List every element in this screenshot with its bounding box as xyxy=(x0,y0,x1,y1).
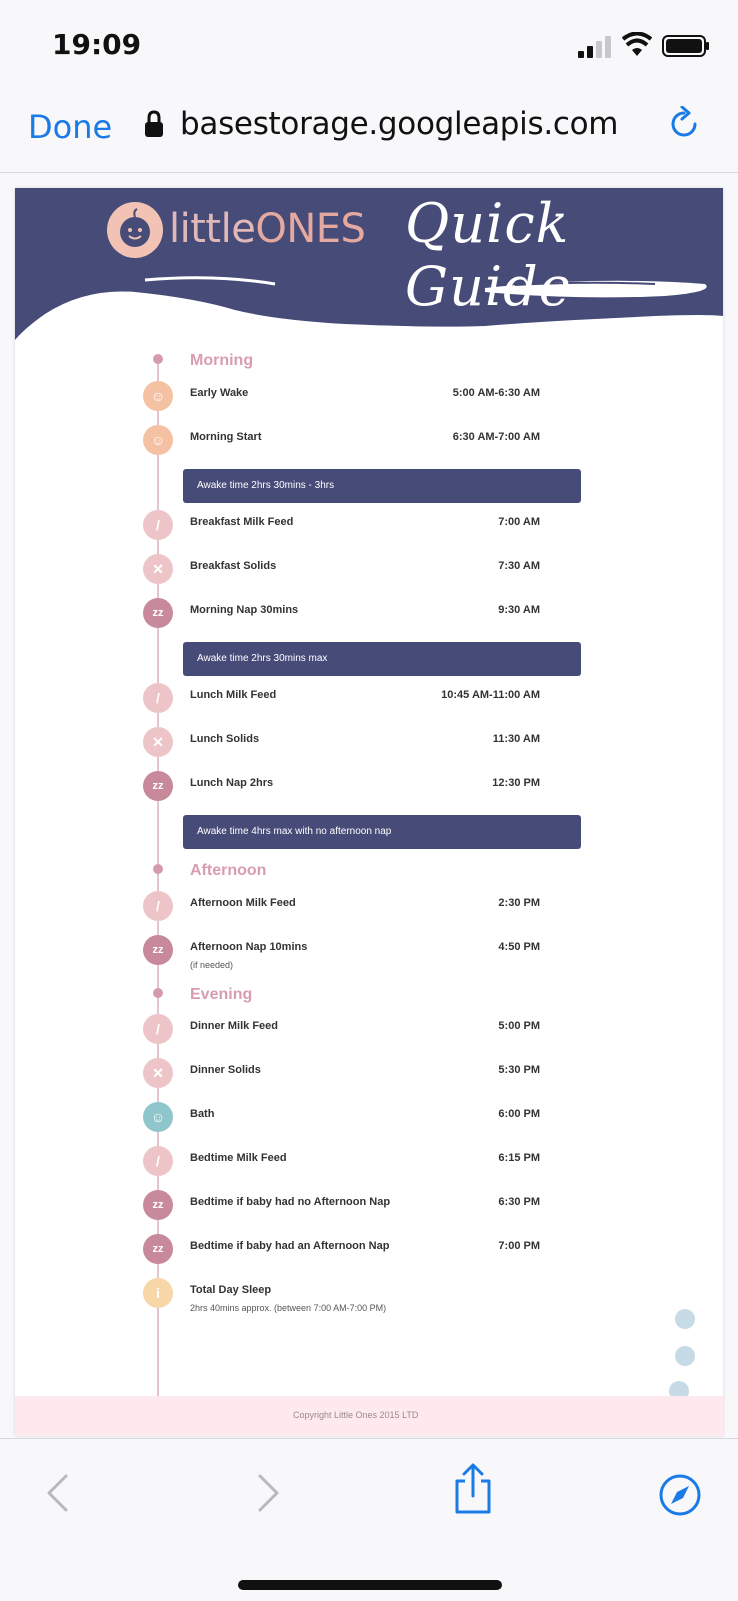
event-name: Afternoon Nap 10mins xyxy=(190,941,308,953)
event-name: Lunch Milk Feed xyxy=(190,689,277,701)
event-name: Early Wake xyxy=(190,387,249,399)
lock-icon xyxy=(144,110,164,138)
sleep-icon: zz xyxy=(143,1190,173,1220)
baby-face-icon: ☺ xyxy=(143,381,173,411)
event-name: Bath xyxy=(190,1108,215,1120)
event-time: 12:30 PM xyxy=(492,777,540,789)
home-indicator[interactable] xyxy=(238,1580,502,1590)
event-time: 2:30 PM xyxy=(498,897,540,909)
bath-icon: ☺ xyxy=(143,1102,173,1132)
event-time: 4:50 PM xyxy=(498,941,540,953)
bottle-icon: / xyxy=(143,891,173,921)
event-time: 7:00 AM xyxy=(498,516,540,528)
compass-icon[interactable] xyxy=(658,1473,702,1517)
logo-text-ones: ONES xyxy=(255,206,366,252)
event-time: 9:30 AM xyxy=(498,604,540,616)
share-icon[interactable] xyxy=(452,1463,494,1515)
event-name: Total Day Sleep xyxy=(190,1284,272,1296)
awake-time-bar: Awake time 2hrs 30mins - 3hrs xyxy=(183,469,581,503)
document-page xyxy=(15,188,723,1436)
logo-wordmark xyxy=(169,206,365,252)
event-note: (if needed) xyxy=(190,960,234,970)
bottle-icon: / xyxy=(143,1146,173,1176)
section-dot xyxy=(153,354,163,364)
awake-time-bar: Awake time 2hrs 30mins max xyxy=(183,642,581,676)
copyright-text: Copyright Little Ones 2015 LTD xyxy=(293,1410,419,1420)
event-time: 7:00 PM xyxy=(498,1240,540,1252)
wifi-icon xyxy=(622,32,652,58)
utensils-icon: ✕ xyxy=(143,1058,173,1088)
sleep-icon: zz xyxy=(143,598,173,628)
info-icon: i xyxy=(143,1278,173,1308)
reload-icon[interactable] xyxy=(666,106,702,144)
page-scroll-dot xyxy=(675,1346,695,1366)
event-name: Afternoon Milk Feed xyxy=(190,897,296,909)
event-name: Dinner Solids xyxy=(190,1064,261,1076)
event-name: Morning Nap 30mins xyxy=(190,604,299,616)
event-time: 5:00 AM-6:30 AM xyxy=(452,387,540,399)
event-name: Morning Start xyxy=(190,431,262,443)
sleep-icon: zz xyxy=(143,1234,173,1264)
event-time: 6:30 AM-7:00 AM xyxy=(452,431,540,443)
event-time: 6:00 PM xyxy=(498,1108,540,1120)
event-time: 10:45 AM-11:00 AM xyxy=(441,689,540,701)
event-name: Bedtime Milk Feed xyxy=(190,1152,287,1164)
section-morning: Morning xyxy=(190,352,254,369)
section-dot xyxy=(153,864,163,874)
event-name: Dinner Milk Feed xyxy=(190,1020,279,1032)
footer-strip xyxy=(15,1396,723,1436)
browser-url-bar xyxy=(0,82,738,173)
event-time: 6:15 PM xyxy=(498,1152,540,1164)
event-name: Breakfast Solids xyxy=(190,560,277,572)
awake-time-bar: Awake time 4hrs max with no afternoon nap xyxy=(183,815,581,849)
event-name: Lunch Solids xyxy=(190,733,260,745)
bottle-icon: / xyxy=(143,1014,173,1044)
baby-logo-icon xyxy=(107,202,163,258)
status-bar xyxy=(0,0,738,80)
status-time: 19:09 xyxy=(52,28,142,61)
event-name: Lunch Nap 2hrs xyxy=(190,777,274,789)
event-name: Breakfast Milk Feed xyxy=(190,516,294,528)
section-dot xyxy=(153,988,163,998)
sleep-icon: zz xyxy=(143,771,173,801)
event-name: Bedtime if baby had an Afternoon Nap xyxy=(190,1240,390,1252)
battery-icon xyxy=(662,35,710,57)
event-time: 5:30 PM xyxy=(498,1064,540,1076)
utensils-icon: ✕ xyxy=(143,727,173,757)
event-name: Bedtime if baby had no Afternoon Nap xyxy=(190,1196,391,1208)
page-scroll-dot xyxy=(675,1309,695,1329)
back-arrow-icon[interactable] xyxy=(44,1473,70,1513)
event-time: 5:00 PM xyxy=(498,1020,540,1032)
event-time: 7:30 AM xyxy=(498,560,540,572)
event-time: 6:30 PM xyxy=(498,1196,540,1208)
event-time: 11:30 AM xyxy=(492,733,540,745)
section-afternoon: Afternoon xyxy=(190,862,267,879)
page-title: Quick Guide xyxy=(405,192,572,318)
sleep-icon: zz xyxy=(143,935,173,965)
bottle-icon: / xyxy=(143,683,173,713)
done-button[interactable]: Done xyxy=(28,108,113,146)
baby-face-icon: ☺ xyxy=(143,425,173,455)
bottle-icon: / xyxy=(143,510,173,540)
url-text[interactable]: basestorage.googleapis.com xyxy=(180,106,619,142)
cellular-signal-icon xyxy=(578,36,612,58)
section-evening: Evening xyxy=(190,986,253,1003)
event-note: 2hrs 40mins approx. (between 7:00 AM-7:00 PM) xyxy=(190,1303,387,1313)
logo-text-little: little xyxy=(169,206,256,252)
browser-toolbar xyxy=(0,1438,738,1601)
utensils-icon: ✕ xyxy=(143,554,173,584)
forward-arrow-icon[interactable] xyxy=(256,1473,282,1513)
